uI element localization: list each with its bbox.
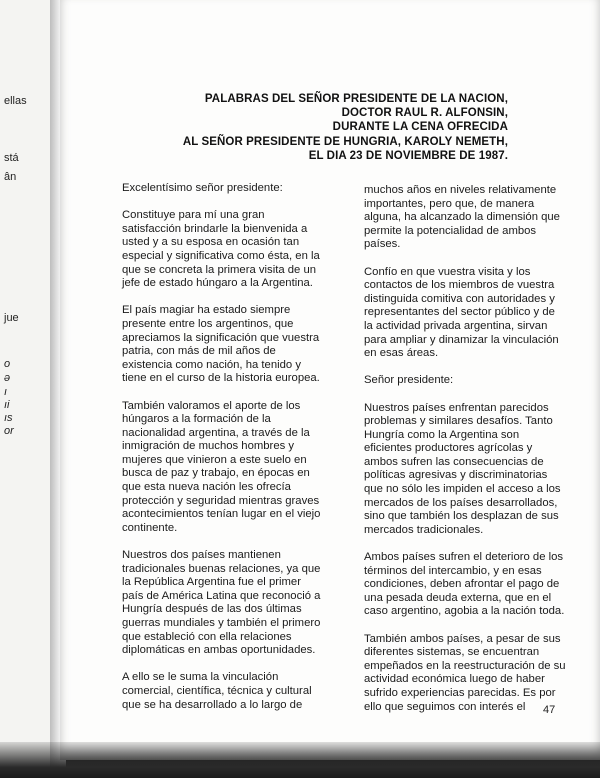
heading-line: DURANTE LA CENA OFRECIDA xyxy=(332,121,508,134)
paragraph: Confío en que vuestra visita y los contactos de los miembros de vuestra distinguida comitiva con autoridades y representantes del sector público y de la actividad privada argentina, sirvan para ampliar y dinamizar la vinculación en esas áreas. xyxy=(364,265,559,360)
speech-heading xyxy=(128,92,508,163)
adjacent-text-fragment: o xyxy=(4,358,11,370)
paragraph: Constituye para mí una gran satisfacción brindarle la bienvenida a usted y a su esposa en ocasión tan especial y significativa como ésta, en la que se concreta la primera visita de un jefe de estado húngaro a la Argentina. xyxy=(122,209,320,290)
heading-line: EL DIA 23 DE NOVIEMBRE DE 1987. xyxy=(308,149,508,162)
paragraph: Excelentísimo señor presidente: xyxy=(122,182,283,194)
paragraph: El país magiar ha estado siempre presente entre los argentinos, que apreciamos la significación que vuestra patria, con más de mil años de existencia como nación, ha tenido y tiene en el curso de la historia europea. xyxy=(122,304,320,385)
adjacent-page-strip xyxy=(0,0,56,778)
paragraph: A ello se le suma la vinculación comercial, científica, técnica y cultural que se ha desarrollado a lo largo de xyxy=(122,671,312,711)
right-text-column xyxy=(364,184,566,728)
heading-line: AL SEÑOR PRESIDENTE DE HUNGRIA, KAROLY NEMETH, xyxy=(182,135,508,148)
paragraph: Señor presidente: xyxy=(364,374,454,387)
adjacent-text-fragment: ıi xyxy=(4,399,10,411)
heading-line: DOCTOR RAUL R. ALFONSIN, xyxy=(341,107,508,120)
left-text-column xyxy=(122,182,324,726)
scan-bottom-shadow xyxy=(0,742,600,778)
adjacent-text-fragment: ə xyxy=(4,372,11,384)
paragraph: Ambos países sufren el deterioro de los términos del intercambio, y en esas condiciones, deben afrontar el pago de una pesada deuda externa, que en el caso argentino, agobia a la nación toda. xyxy=(364,551,565,618)
adjacent-text-fragment: jue xyxy=(4,312,19,324)
adjacent-text-fragment: ân xyxy=(4,171,17,183)
adjacent-text-fragment: ı xyxy=(4,386,8,398)
adjacent-text-fragment: ıs xyxy=(4,412,13,424)
page-sheet xyxy=(60,0,600,760)
page-number: 47 xyxy=(543,704,556,716)
paragraph: También valoramos el aporte de los húngaros a la formación de la nacionalidad argentina, a través de la inmigración de muchos hombres y mujeres que vinieron a este suelo en busca de paz y trabajo, en épocas en que esta nueva nación les ofrecía protección y seguridad mientras graves acontecimientos tenían lugar en el viejo continente. xyxy=(122,399,321,534)
paragraph: Nuestros dos países mantienen tradicionales buenas relaciones, ya que la República Argentina fue el primer país de América Latina que reconoció a Hungría después de las dos últimas guerras mundiales y también el primero que estableció con ella relaciones diplomáticas en ambas oportunidades. xyxy=(122,549,321,657)
adjacent-text-fragment: stá xyxy=(4,152,19,164)
paragraph: muchos años en niveles relativamente importantes, pero que, de manera alguna, ha alcanzado la dimensión que permite la potencialidad de ambos países. xyxy=(364,184,560,251)
paragraph: Nuestros países enfrentan parecidos problemas y similares desafíos. Tanto Hungría como la Argentina son eficientes productores agrícolas y ambos sufren las consecuencias de políticas agresivas y discriminatorias que no sólo les impiden el acceso a los mercados de los países desarrollados, sino que también los desplazan de sus mercados tradicionales. xyxy=(364,401,561,536)
heading-line: PALABRAS DEL SEÑOR PRESIDENTE DE LA NACION, xyxy=(204,93,508,105)
adjacent-text-fragment: ellas xyxy=(4,95,27,107)
adjacent-text-fragment: or xyxy=(4,425,14,437)
paragraph: También ambos países, a pesar de sus diferentes sistemas, se encuentran empeñados en la reestructuración de su actividad económica luego de haber sufrido experiencias parecidas. Es por ello que seguimos con interés el xyxy=(364,632,566,713)
